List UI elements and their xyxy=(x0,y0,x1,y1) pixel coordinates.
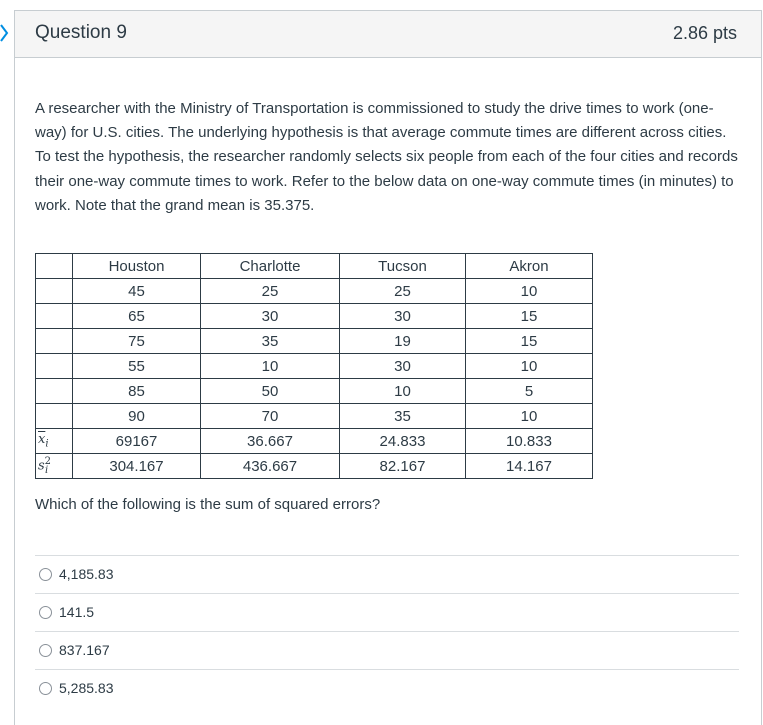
table-cell: 25 xyxy=(340,279,466,304)
table-cell: 10.833 xyxy=(466,429,593,454)
table-cell: 85 xyxy=(73,379,201,404)
answer-option[interactable] xyxy=(35,593,739,631)
question-card xyxy=(14,10,762,725)
table-cell: 10 xyxy=(466,279,593,304)
table-row xyxy=(36,329,593,354)
answer-label[interactable]: 141.5 xyxy=(59,604,95,620)
table-cell: 65 xyxy=(73,304,201,329)
table-cell: 5 xyxy=(466,379,593,404)
chevron-right-icon[interactable] xyxy=(0,22,10,44)
radio-button[interactable] xyxy=(39,568,52,581)
question-points: 2.86 pts xyxy=(672,23,737,43)
question-body xyxy=(35,97,741,696)
table-row xyxy=(36,354,593,379)
answer-option[interactable] xyxy=(35,631,739,669)
table-cell: 30 xyxy=(201,304,340,329)
table-cell: 436.667 xyxy=(201,454,340,479)
answer-label[interactable]: 5,285.83 xyxy=(59,680,114,696)
table-cell: 36.667 xyxy=(201,429,340,454)
table-cell: 55 xyxy=(73,354,201,379)
table-cell: 82.167 xyxy=(340,454,466,479)
table-row xyxy=(36,304,593,329)
table-cell: 30 xyxy=(340,304,466,329)
question-prompt: Which of the following is the sum of squared errors? xyxy=(35,496,381,513)
table-cell: 75 xyxy=(73,329,201,354)
radio-button[interactable] xyxy=(39,682,52,695)
variance-symbol: $s^2_i$ xyxy=(36,454,73,479)
table-row-mean xyxy=(36,429,593,454)
column-header: Akron xyxy=(466,254,593,279)
question-header xyxy=(15,11,761,58)
table-cell: 50 xyxy=(201,379,340,404)
table-cell: 45 xyxy=(73,279,201,304)
column-header: Tucson xyxy=(340,254,466,279)
table-row-label xyxy=(36,379,73,404)
radio-button[interactable] xyxy=(39,644,52,657)
table-cell: 19 xyxy=(340,329,466,354)
column-header: Charlotte xyxy=(201,254,340,279)
table-cell: 70 xyxy=(201,404,340,429)
question-text: A researcher with the Ministry of Transportation is commissioned to study the drive times to work (one-way) for U.S. cities. The underlying hypothesis is that average commute times are different across cities. To test the hypothesis, the researcher randomly selects six people from each of the four cities and records their one-way commute times to work. Refer to the below data on one-way commute times (in minutes) to work. Note that the grand mean is 35.375. xyxy=(35,100,738,214)
table-cell: 10 xyxy=(201,354,340,379)
commute-data-table xyxy=(35,253,593,479)
table-corner-cell xyxy=(36,254,73,279)
table-cell: 15 xyxy=(466,304,593,329)
table-row-label xyxy=(36,329,73,354)
table-cell: 69167 xyxy=(73,429,201,454)
table-header-row xyxy=(36,254,593,279)
table-cell: 15 xyxy=(466,329,593,354)
table-cell: 35 xyxy=(340,404,466,429)
mean-symbol: $\overline{x}_i$ xyxy=(36,429,73,454)
table-cell: 14.167 xyxy=(466,454,593,479)
table-cell: 304.167 xyxy=(73,454,201,479)
answer-list xyxy=(35,555,739,707)
table-cell: 35 xyxy=(201,329,340,354)
answer-option[interactable] xyxy=(35,669,739,707)
radio-button[interactable] xyxy=(39,606,52,619)
table-cell: 90 xyxy=(73,404,201,429)
question-title: Question 9 xyxy=(35,22,127,43)
table-cell: 30 xyxy=(340,354,466,379)
table-cell: 10 xyxy=(340,379,466,404)
column-header: Houston xyxy=(73,254,201,279)
table-row xyxy=(36,279,593,304)
table-cell: 10 xyxy=(466,404,593,429)
table-cell: 25 xyxy=(201,279,340,304)
answer-label[interactable]: 837.167 xyxy=(59,642,110,658)
table-row-label xyxy=(36,354,73,379)
table-cell: 24.833 xyxy=(340,429,466,454)
table-row xyxy=(36,379,593,404)
answer-option[interactable] xyxy=(35,555,739,593)
table-row-label xyxy=(36,304,73,329)
table-row xyxy=(36,404,593,429)
table-row-label xyxy=(36,279,73,304)
answer-label[interactable]: 4,185.83 xyxy=(59,566,114,582)
table-cell: 10 xyxy=(466,354,593,379)
table-row-label xyxy=(36,404,73,429)
table-row-variance xyxy=(36,454,593,479)
